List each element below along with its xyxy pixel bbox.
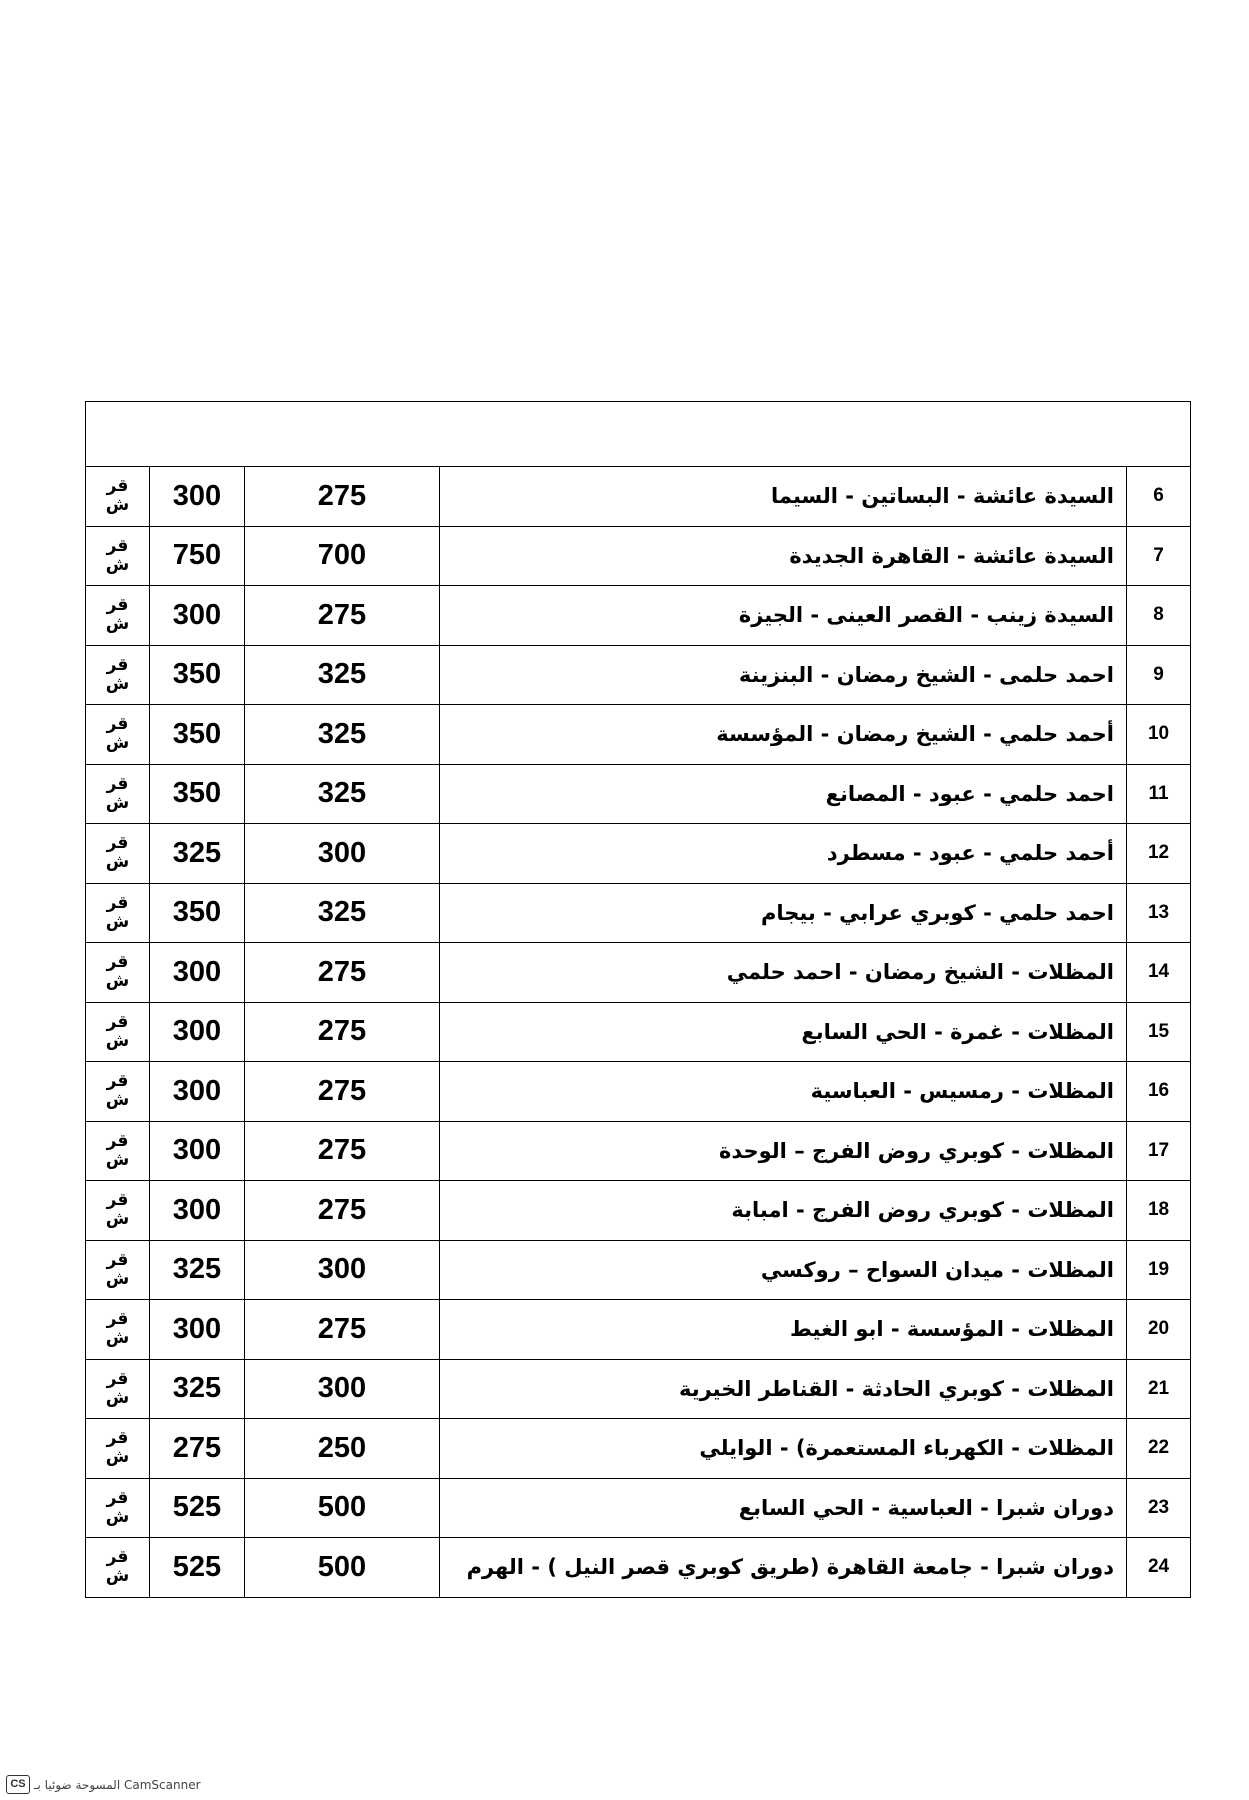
table-row [86, 1300, 1191, 1360]
currency-unit-line1: قر [106, 952, 129, 973]
currency-unit-line2: ش [105, 733, 130, 754]
fare-table [85, 401, 1191, 1598]
old-price-cell: 325 [245, 705, 440, 765]
row-number-cell: 13 [1127, 883, 1191, 943]
currency-unit-line1: قر [106, 1071, 129, 1092]
route-cell: المظلات - كوبري روض الفرج - امبابة [440, 1181, 1127, 1241]
row-number-cell: 11 [1127, 764, 1191, 824]
table-row [86, 1062, 1191, 1122]
new-price-cell: 300 [150, 943, 245, 1003]
currency-unit-line1: قر [106, 892, 129, 913]
row-number-cell: 14 [1127, 943, 1191, 1003]
old-price-cell: 275 [245, 467, 440, 527]
new-price-cell: 325 [150, 1359, 245, 1419]
currency-unit-cell [86, 586, 150, 646]
route-cell: أحمد حلمي - الشيخ رمضان - المؤسسة [440, 705, 1127, 765]
currency-unit-line2: ش [105, 614, 130, 635]
currency-unit-cell [86, 1062, 150, 1122]
route-cell: المظلات - ميدان السواح – روكسي [440, 1240, 1127, 1300]
row-number-cell: 12 [1127, 824, 1191, 884]
currency-unit-line2: ش [105, 971, 130, 992]
row-number-cell: 7 [1127, 526, 1191, 586]
route-cell: دوران شبرا - جامعة القاهرة (طريق كوبري قصر النيل ) - الهرم [440, 1538, 1127, 1598]
currency-unit-line2: ش [105, 1387, 130, 1408]
currency-unit-line2: ش [105, 1209, 130, 1230]
scanner-stamp [6, 1775, 201, 1794]
currency-unit-line1: قر [106, 654, 129, 675]
table-row [86, 1419, 1191, 1479]
currency-unit-cell [86, 1121, 150, 1181]
table-row [86, 883, 1191, 943]
currency-unit-line2: ش [105, 1090, 130, 1111]
table-row [86, 705, 1191, 765]
currency-unit-line2: ش [105, 495, 130, 516]
old-price-cell: 275 [245, 1300, 440, 1360]
currency-unit-line1: قر [106, 1547, 129, 1568]
fare-table-body [86, 402, 1191, 1598]
new-price-cell: 300 [150, 586, 245, 646]
row-number-cell: 18 [1127, 1181, 1191, 1241]
table-header-row [86, 402, 1191, 467]
old-price-cell: 500 [245, 1538, 440, 1598]
currency-unit-cell [86, 645, 150, 705]
route-cell: أحمد حلمي - عبود - مسطرد [440, 824, 1127, 884]
table-row [86, 1002, 1191, 1062]
empty-header-cell [86, 402, 1191, 467]
currency-unit-line2: ش [105, 911, 130, 932]
table-row [86, 1359, 1191, 1419]
currency-unit-cell [86, 1419, 150, 1479]
currency-unit-line1: قر [106, 1190, 129, 1211]
old-price-cell: 700 [245, 526, 440, 586]
route-cell: المظلات - المؤسسة - ابو الغيط [440, 1300, 1127, 1360]
currency-unit-line1: قر [106, 833, 129, 854]
currency-unit-line1: قر [106, 535, 129, 556]
table-row [86, 467, 1191, 527]
currency-unit-line2: ش [105, 1447, 130, 1468]
row-number-cell: 15 [1127, 1002, 1191, 1062]
currency-unit-cell [86, 1538, 150, 1598]
table-row [86, 1478, 1191, 1538]
new-price-cell: 300 [150, 1002, 245, 1062]
row-number-cell: 20 [1127, 1300, 1191, 1360]
route-cell: المظلات - كوبري الحادثة - القناطر الخيرية [440, 1359, 1127, 1419]
row-number-cell: 8 [1127, 586, 1191, 646]
currency-unit-cell [86, 1300, 150, 1360]
currency-unit-line2: ش [105, 1506, 130, 1527]
route-cell: احمد حلمى - الشيخ رمضان - البنزينة [440, 645, 1127, 705]
old-price-cell: 500 [245, 1478, 440, 1538]
currency-unit-line2: ش [105, 673, 130, 694]
currency-unit-line1: قر [106, 476, 129, 497]
new-price-cell: 525 [150, 1478, 245, 1538]
currency-unit-line1: قر [106, 1428, 129, 1449]
old-price-cell: 300 [245, 1359, 440, 1419]
new-price-cell: 350 [150, 645, 245, 705]
currency-unit-line2: ش [105, 1566, 130, 1587]
new-price-cell: 300 [150, 1300, 245, 1360]
new-price-cell: 350 [150, 883, 245, 943]
currency-unit-line2: ش [105, 1328, 130, 1349]
currency-unit-line1: قر [106, 714, 129, 735]
new-price-cell: 350 [150, 705, 245, 765]
row-number-cell: 6 [1127, 467, 1191, 527]
currency-unit-line2: ش [105, 1149, 130, 1170]
currency-unit-cell [86, 883, 150, 943]
route-cell: المظلات - الكهرباء المستعمرة) - الوايلي [440, 1419, 1127, 1479]
currency-unit-cell [86, 943, 150, 1003]
table-row [86, 526, 1191, 586]
new-price-cell: 300 [150, 1062, 245, 1122]
currency-unit-cell [86, 1478, 150, 1538]
table-row [86, 1181, 1191, 1241]
table-row [86, 1538, 1191, 1598]
currency-unit-cell [86, 1002, 150, 1062]
route-cell: احمد حلمي - كوبري عرابي - بيجام [440, 883, 1127, 943]
camscanner-logo-icon: CS [6, 1775, 30, 1794]
table-row [86, 943, 1191, 1003]
row-number-cell: 9 [1127, 645, 1191, 705]
row-number-cell: 16 [1127, 1062, 1191, 1122]
route-cell: المظلات - رمسيس - العباسية [440, 1062, 1127, 1122]
old-price-cell: 275 [245, 1121, 440, 1181]
currency-unit-line1: قر [106, 595, 129, 616]
currency-unit-cell [86, 764, 150, 824]
currency-unit-line1: قر [106, 1249, 129, 1270]
row-number-cell: 17 [1127, 1121, 1191, 1181]
currency-unit-cell [86, 1181, 150, 1241]
currency-unit-line2: ش [105, 554, 130, 575]
new-price-cell: 275 [150, 1419, 245, 1479]
currency-unit-line1: قر [106, 1309, 129, 1330]
currency-unit-cell [86, 1240, 150, 1300]
currency-unit-line1: قر [106, 773, 129, 794]
route-cell: دوران شبرا - العباسية - الحي السابع [440, 1478, 1127, 1538]
new-price-cell: 750 [150, 526, 245, 586]
row-number-cell: 19 [1127, 1240, 1191, 1300]
table-row [86, 824, 1191, 884]
currency-unit-line2: ش [105, 1030, 130, 1051]
table-row [86, 1240, 1191, 1300]
table-row [86, 645, 1191, 705]
currency-unit-line1: قر [106, 1011, 129, 1032]
old-price-cell: 275 [245, 1181, 440, 1241]
route-cell: السيدة عائشة - القاهرة الجديدة [440, 526, 1127, 586]
route-cell: السيدة زينب - القصر العينى - الجيزة [440, 586, 1127, 646]
row-number-cell: 24 [1127, 1538, 1191, 1598]
route-cell: المظلات - الشيخ رمضان - احمد حلمي [440, 943, 1127, 1003]
currency-unit-line1: قر [106, 1368, 129, 1389]
new-price-cell: 525 [150, 1538, 245, 1598]
row-number-cell: 23 [1127, 1478, 1191, 1538]
currency-unit-cell [86, 526, 150, 586]
old-price-cell: 275 [245, 586, 440, 646]
old-price-cell: 325 [245, 764, 440, 824]
currency-unit-cell [86, 824, 150, 884]
table-row [86, 1121, 1191, 1181]
row-number-cell: 22 [1127, 1419, 1191, 1479]
currency-unit-cell [86, 1359, 150, 1419]
currency-unit-line1: قر [106, 1130, 129, 1151]
route-cell: احمد حلمي - عبود - المصانع [440, 764, 1127, 824]
table-row [86, 764, 1191, 824]
currency-unit-line2: ش [105, 852, 130, 873]
new-price-cell: 325 [150, 824, 245, 884]
new-price-cell: 325 [150, 1240, 245, 1300]
old-price-cell: 275 [245, 1062, 440, 1122]
scanner-stamp-text: المسوحة ضوئيا بـ CamScanner [34, 1777, 201, 1792]
old-price-cell: 300 [245, 824, 440, 884]
currency-unit-line1: قر [106, 1487, 129, 1508]
route-cell: المظلات - غمرة - الحي السابع [440, 1002, 1127, 1062]
old-price-cell: 275 [245, 1002, 440, 1062]
row-number-cell: 21 [1127, 1359, 1191, 1419]
route-cell: السيدة عائشة - البساتين - السيما [440, 467, 1127, 527]
new-price-cell: 300 [150, 1121, 245, 1181]
currency-unit-line2: ش [105, 792, 130, 813]
old-price-cell: 275 [245, 943, 440, 1003]
row-number-cell: 10 [1127, 705, 1191, 765]
old-price-cell: 325 [245, 645, 440, 705]
currency-unit-cell [86, 467, 150, 527]
currency-unit-line2: ش [105, 1268, 130, 1289]
new-price-cell: 300 [150, 1181, 245, 1241]
currency-unit-cell [86, 705, 150, 765]
new-price-cell: 350 [150, 764, 245, 824]
old-price-cell: 250 [245, 1419, 440, 1479]
old-price-cell: 300 [245, 1240, 440, 1300]
table-row [86, 586, 1191, 646]
route-cell: المظلات - كوبري روض الفرج – الوحدة [440, 1121, 1127, 1181]
new-price-cell: 300 [150, 467, 245, 527]
old-price-cell: 325 [245, 883, 440, 943]
